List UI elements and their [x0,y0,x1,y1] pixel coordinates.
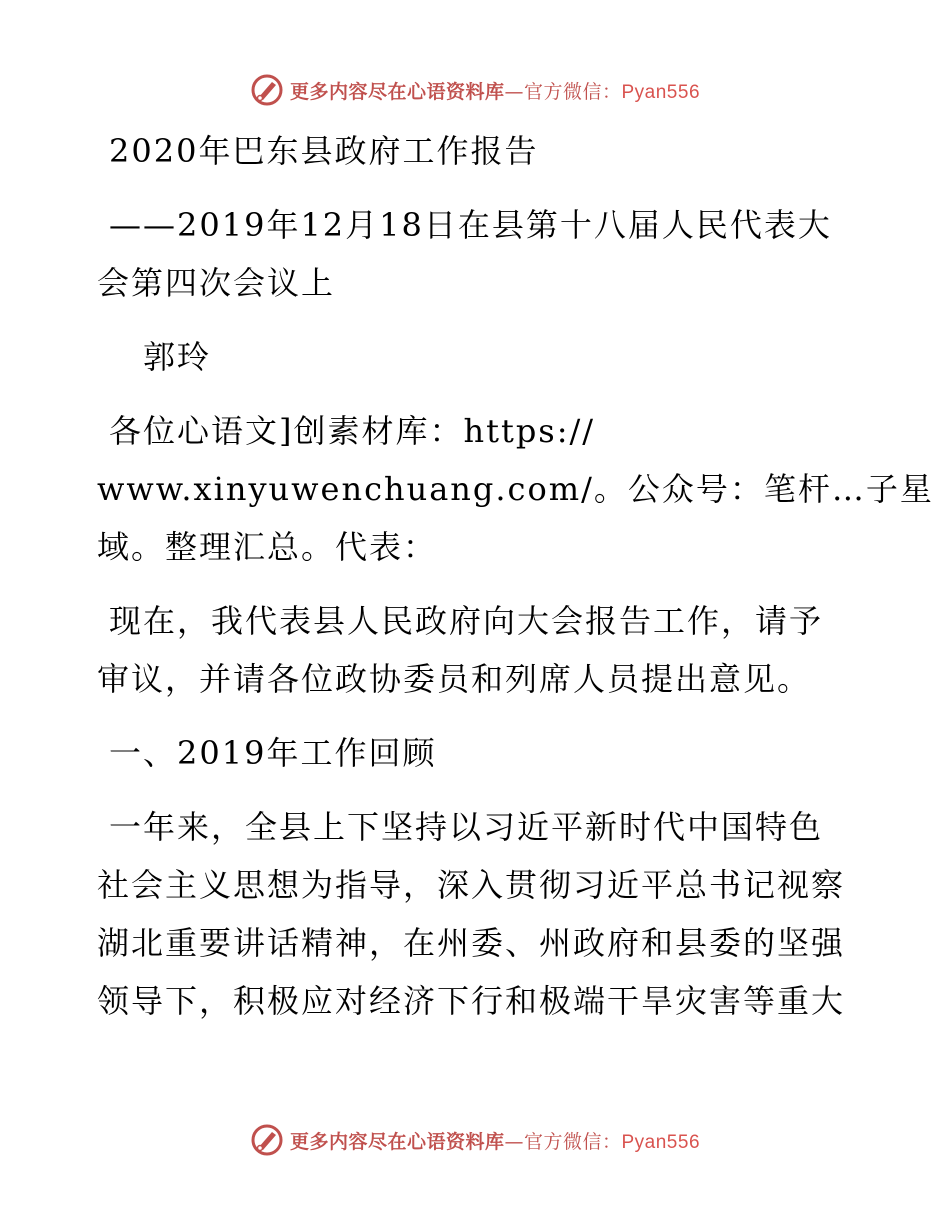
header-banner [0,70,950,110]
banner-brand: 更多内容尽在心语资料库 [289,80,505,103]
author-name: 郭玲 [143,338,212,376]
banner-brand: 更多内容尽在心语资料库 [289,1130,505,1153]
salutation-line-3: 域。整理汇总。代表： [97,528,438,566]
banner-handle: Pyan556 [621,1131,701,1153]
brand-logo-icon [250,73,284,107]
paragraph-line-4: 领导下，积极应对经济下行和极端干旱灾害等重大 [97,982,846,1020]
banner-text [290,77,700,104]
subtitle-line-1: ——2019年12月18日在县第十八届人民代表大 [109,206,832,244]
salutation-line-1: 各位心语文]创素材库：https:// [109,412,596,450]
subtitle-line-2: 会第四次会议上 [97,264,336,302]
banner-wechat-label: 官方微信： [523,80,622,103]
paragraph-line-2: 社会主义思想为指导，深入贯彻习近平总书记视察 [97,866,846,904]
intro-line-1: 现在，我代表县人民政府向大会报告工作，请予 [109,602,824,640]
document-title: 2020年巴东县政府工作报告 [109,132,539,170]
brand-logo-icon [250,1123,284,1157]
banner-wechat-label: 官方微信： [523,1130,622,1153]
paragraph-line-1: 一年来，全县上下坚持以习近平新时代中国特色 [109,808,824,846]
salutation-line-2: www.xinyuwenchuang.com/。公众号：笔杆…子星 [97,470,934,508]
document-body [97,122,934,1030]
footer-banner [0,1120,950,1160]
section-heading: 一、2019年工作回顾 [109,734,437,772]
banner-text [290,1127,700,1154]
paragraph-line-3: 湖北重要讲话精神，在州委、州政府和县委的坚强 [97,924,846,962]
intro-line-2: 审议，并请各位政协委员和列席人员提出意见。 [97,660,812,698]
banner-dash: — [504,80,524,103]
banner-dash: — [504,1130,524,1153]
banner-handle: Pyan556 [621,81,701,103]
